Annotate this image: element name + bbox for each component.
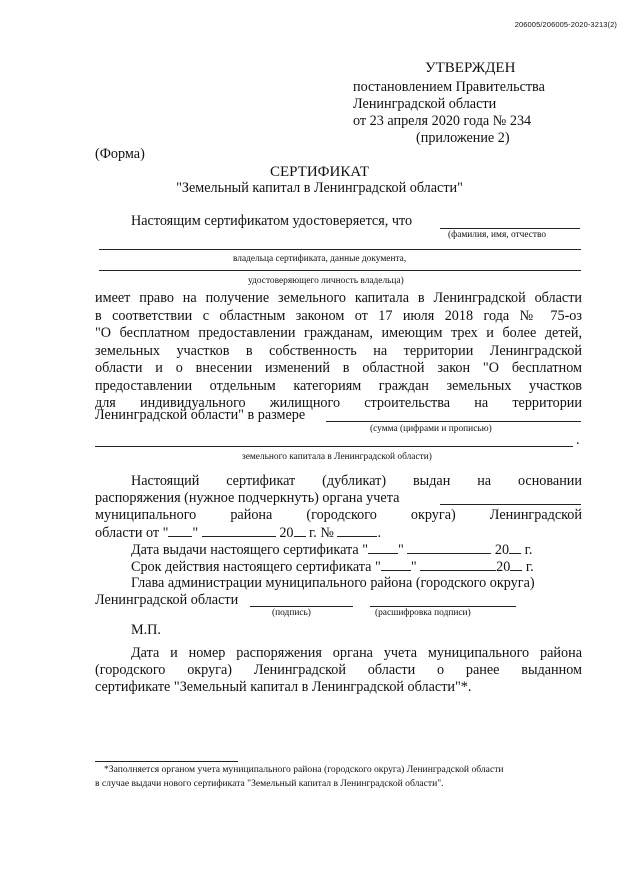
document-number: 206005/206005-2020-3213(2) [514,20,617,29]
footnote-divider [95,761,238,762]
document-page: 206005/206005-2020-3213(2) УТВЕРЖДЕН постановлением Правительства Ленинградской области от 23 апреля 2020 года № 234 (приложение 2) (Форма) СЕРТИФИКАТ "Земельный капитал в Ленинградской области" Настоящим сертификатом удостоверяется, что (фамилия, имя, отчество владельца сертификата, данные документа, удостоверяющего личность владельца) имеет право на получение земельного капитала в Ленинградской области в соответствии с областным законом от 17 июля 2018 года № 75-оз "О бесплатном предоставлении гражданам, имеющим трех и более детей, земельных участков в собственность на территории Ленинградской области и о внесении изменений в областной закон "О бесплатном предоставлении отдельным категориям граждан земельных участков для индивидуального жилищного строительства на территории Ленинградской области" в размере (сумма (цифрами и прописью) . земельного капитала в Ленинградской области) Настоящий сертификат (дубликат) выдан на основании распоряжения (нужное подчеркнуть) органа учета муниципального района (городского округа) Ленинградской области от " " 20 г. № . Дата выдачи настоящего сертификата " " 20 г. Срок действия настоящего сертификата " " 20 г. Глава администрации муниципального района (городского округа) Ленинградской области (подпись) (расшифровка подписи) М.П. Дата и номер распоряжения органа учета муниципального района (городского округа) Ленинградской области о ранее выданном сертификате "Земельный капитал в Ленинградской области"*. *Заполняется органом учета муниципального района (городского округа) Ленинградской области в случае выдачи нового сертификата "Земельный капитал в Ленинградской области". [0,0,639,876]
rights-paragraph [95,290,582,413]
certificate-subtitle: "Земельный капитал в Ленинградской области" [176,180,463,196]
issue-day-field [368,541,398,554]
registration-body-field [440,504,581,505]
order-date-line: области от " " 20 г. № . [95,525,381,541]
form-label: (Форма) [95,146,145,162]
sum-field [326,421,581,422]
issued-line-3: муниципального района (городского округа) Ленинградской [95,507,582,523]
hint-sum: (сумма (цифрами и прописью) [370,424,492,434]
approval-title: УТВЕРЖДЕН [425,60,516,76]
signature-decode-field [370,606,516,607]
issue-year-field [509,541,521,554]
order-year-field [294,524,306,537]
rights-last-line: Ленинградской области" в размере [95,407,306,423]
stamp-place: М.П. [131,622,161,638]
rights-line: в соответствии с областным законом от 17 июля 2018 года № 75-оз [95,307,582,324]
hint-signature-decode: (расшифровка подписи) [375,608,471,618]
rights-line: земельных участков в собственность на территории Ленинградской [95,342,582,359]
rights-line: области и о внесении изменений в областной закон "О бесплатном [95,360,582,376]
issued-line-2: распоряжения (нужное подчеркнуть) органа учета [95,490,400,506]
approval-line-1: постановлением Правительства [353,79,545,95]
issue-date-line: Дата выдачи настоящего сертификата " " 20 г. [131,542,533,558]
owner-identity-field [99,270,581,271]
rights-line: предоставлении отдельным категориям граждан земельных участков [95,377,582,394]
rights-line: "О бесплатном предоставлении гражданам, имеющим трех и более детей, [95,325,582,341]
valid-until-line: Срок действия настоящего сертификата " " 20 г. [131,559,534,575]
capital-field [95,446,573,447]
hint-owner-document: владельца сертификата, данные документа, [233,254,407,264]
footnote-line-1: *Заполняется органом учета муниципального района (городского округа) Ленинградской области [104,764,504,775]
hint-capital: земельного капитала в Ленинградской области) [242,452,432,462]
valid-day-field [381,558,411,571]
owner-document-field [99,249,581,250]
approval-line-2: Ленинградской области [353,96,497,112]
head-region: Ленинградской области [95,592,239,608]
hint-owner-name: (фамилия, имя, отчество [448,230,547,240]
owner-name-field [440,228,580,229]
rights-line: для индивидуального жилищного строительства на территории [95,395,582,411]
order-day-field [168,524,192,537]
footnote-line-2: в случае выдачи нового сертификата "Земельный капитал в Ленинградской области". [95,778,444,789]
certificate-title: СЕРТИФИКАТ [269,164,370,180]
order-number-field [337,524,377,537]
certify-text: Настоящим сертификатом удостоверяется, что [131,213,413,229]
previous-line-2: (городского округа) Ленинградской области о ранее выданном [95,662,582,678]
valid-month-field [420,558,496,571]
approval-line-4: (приложение 2) [416,130,510,146]
previous-line-3: сертификате "Земельный капитал в Ленинградской области"*. [95,679,472,695]
head-of-administration: Глава администрации муниципального района (городского округа) [131,575,535,591]
approval-line-3: от 23 апреля 2020 года № 234 [353,113,532,129]
order-month-field [202,524,276,537]
issued-line-1: Настоящий сертификат (дубликат) выдан на основании [131,473,582,489]
rights-line: имеет право на получение земельного капитала в Ленинградской области [95,290,582,306]
hint-signature: (подпись) [272,608,311,618]
hint-owner-identity: удостоверяющего личность владельца) [248,276,404,286]
issue-month-field [407,541,491,554]
signature-field [250,606,353,607]
previous-line-1: Дата и номер распоряжения органа учета муниципального района [131,645,582,661]
valid-year-field [510,558,522,571]
